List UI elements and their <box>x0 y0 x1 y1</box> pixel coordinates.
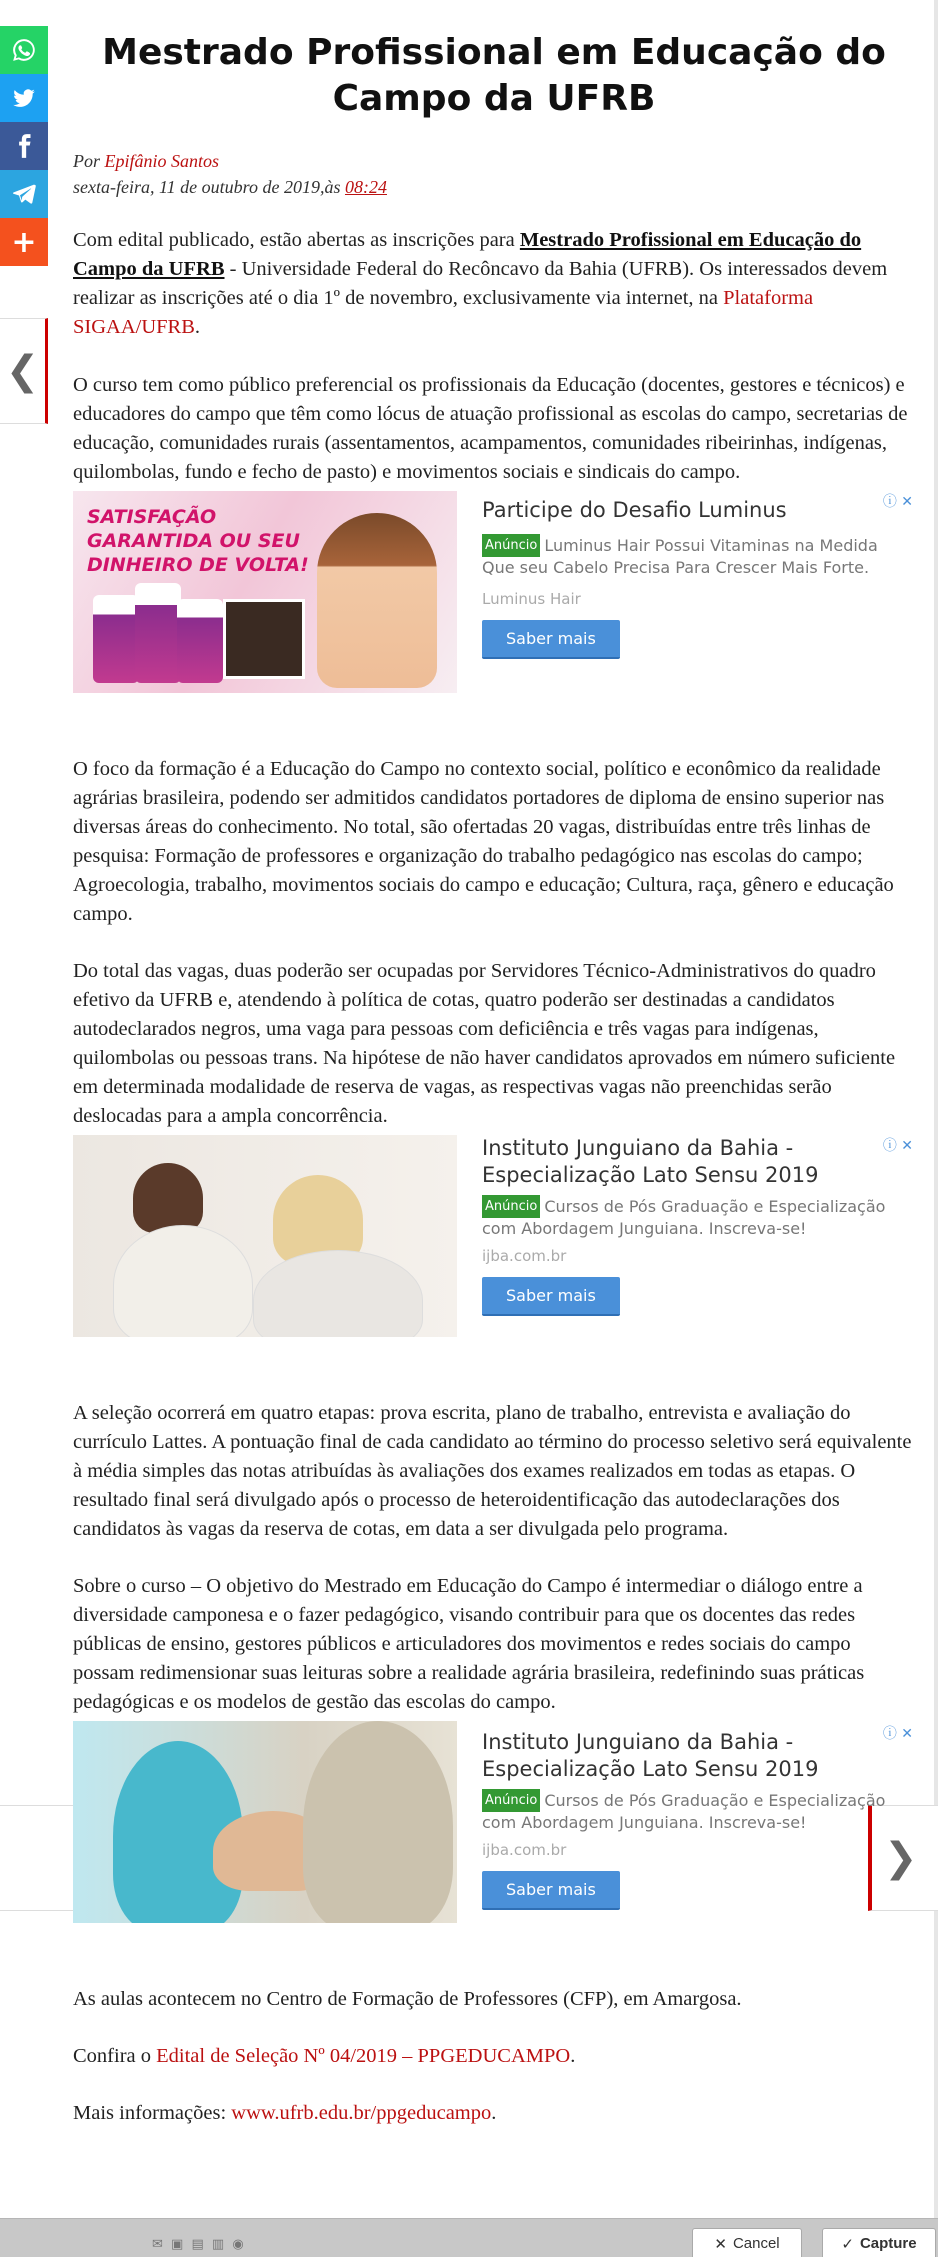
ad-badge: Anúncio <box>482 1195 540 1218</box>
share-whatsapp-button[interactable] <box>0 26 48 74</box>
photo-person-head <box>133 1163 203 1233</box>
paragraph-focus: O foco da formação é a Educação do Campo no contexto social, político e econômico da realidade agrárias brasileira, podendo ser admitidos candidatos portadores de diploma de ensino superior nas diversas áreas do conhecimento. No total, são ofertadas 20 vagas, distribuídas entre três linhas de pesquisa: Formação de professores e organização do trabalho pedagógico nas escolas do campo; Agroecologia, trabalho, movimentos sociais do campo e educação; Cultura, raça, gênero e educação campo. <box>73 758 894 925</box>
share-telegram-button[interactable] <box>0 170 48 218</box>
twitter-icon <box>11 85 37 111</box>
cancel-label: Cancel <box>732 2235 780 2252</box>
product-bottle <box>93 595 139 683</box>
cancel-button[interactable] <box>692 2228 802 2257</box>
chevron-left-icon: ❮ <box>5 348 40 394</box>
ad-unit[interactable] <box>73 1135 915 1337</box>
author-line <box>73 148 915 174</box>
ad-text <box>457 1721 915 1923</box>
ad-badge: Anúncio <box>482 534 540 557</box>
ad-cta-button[interactable]: Saber mais <box>482 1871 620 1910</box>
chevron-right-icon: ❯ <box>884 1835 918 1881</box>
course-name-link[interactable]: Mestrado Profissional em Educação do Campo da UFRB <box>73 229 862 280</box>
ad-image[interactable] <box>73 491 457 693</box>
product-bottle <box>177 599 223 683</box>
author-link[interactable]: Epifânio Santos <box>104 151 220 171</box>
ad-unit[interactable] <box>73 1721 915 1923</box>
date-line <box>73 174 915 200</box>
capture-button[interactable] <box>822 2228 936 2257</box>
by-label: Por <box>73 151 100 171</box>
capture-toolbar <box>0 2218 938 2257</box>
pinterest-icon[interactable]: ◉ <box>232 2237 246 2252</box>
share-more-button[interactable] <box>0 218 48 266</box>
product-bottle <box>135 583 181 683</box>
paragraph-selection: A seleção ocorrerá em quatro etapas: prova escrita, plano de trabalho, entrevista e avaliação do currículo Lattes. A pontuação final de cada candidato ao término do processo seletivo será equivalente à média simples das notas atribuídas às avaliações dos exames realizados em todas as etapas. O resultado final será divulgado após o processo de heteroidentificação das autodeclarações dos candidatos às vagas da reserva de cotas, em data a ser divulgada pelo programa. <box>73 1402 912 1540</box>
photo-person-body <box>253 1250 423 1337</box>
ad-unit[interactable] <box>73 491 915 693</box>
ad-title[interactable]: Participe do Desafio Luminus <box>482 498 787 522</box>
ad-cta-button[interactable]: Saber mais <box>482 620 620 659</box>
check-icon: ✓ <box>841 2235 854 2253</box>
email-icon[interactable]: ✉ <box>152 2237 165 2252</box>
article-meta <box>73 148 915 200</box>
blog-icon[interactable]: ▣ <box>171 2237 186 2252</box>
facebook-icon <box>11 133 37 159</box>
paragraph-about-course: Sobre o curso – O objetivo do Mestrado em Educação do Campo é intermediar o diálogo entre a diversidade camponesa e o fazer pedagógico, visando contribuir para que os docentes das redes públicas de ensino, gestores públicos e articuladores dos movimentos e redes sociais do campo possam redimensionar suas leituras sobre a realidade agrária brasileira, redefinindo suas práticas pedagógicas e os modelos de gestão das escolas do campo. <box>73 1575 865 1713</box>
social-share-bar <box>0 26 48 266</box>
ad-cta-button[interactable]: Saber mais <box>482 1277 620 1316</box>
ad-badge: Anúncio <box>482 1789 540 1812</box>
previous-post-arrow[interactable] <box>0 318 48 424</box>
sigaa-platform-link[interactable]: Plataforma SIGAA/UFRB <box>73 287 814 338</box>
post-share-icons <box>152 2237 246 2252</box>
share-facebook-button[interactable] <box>0 122 48 170</box>
ad-choices-icon[interactable]: ⓘ ✕ <box>882 1726 913 1742</box>
paragraph-vacancies: Do total das vagas, duas poderão ser ocupadas por Servidores Técnico-Administrativos do quadro efetivo da UFRB e, atendendo à política de cotas, quatro poderão ser destinadas a candidatos autodeclarados negros, uma vaga para pessoas com deficiência e três vagas para indígenas, quilombolas ou pessoas trans. Na hipótese de não haver candidatos aprovados em número suficiente em determinada modalidade de reserva de vagas, as respectivas vagas não preenchidas serão deslocadas para a ampla concorrência. <box>73 960 896 1127</box>
before-after-photo <box>223 599 305 679</box>
paragraph-edital <box>73 2042 915 2071</box>
ad-description <box>482 1195 915 1239</box>
ad-image[interactable] <box>73 1135 457 1337</box>
ad-domain: ijba.com.br <box>482 1841 567 1859</box>
photo-person-body <box>113 1225 253 1337</box>
ad-description <box>482 1789 915 1833</box>
facebook-icon[interactable]: ▥ <box>211 2237 227 2252</box>
photo-person-body <box>303 1721 453 1923</box>
text-span: . <box>194 316 201 338</box>
ad-title[interactable]: Instituto Junguiano da Bahia - Especialização Lato Sensu 2019 <box>482 1730 819 1781</box>
paragraph-more-info <box>73 2099 915 2128</box>
article-title: Mestrado Profissional em Educação do Campo da UFRB <box>102 32 886 119</box>
text-span: Com edital publicado, estão abertas as inscrições para <box>73 229 520 251</box>
ad-text <box>457 491 915 693</box>
paragraph-classes: As aulas acontecem no Centro de Formação de Professores (CFP), em Amargosa. <box>73 1988 742 2010</box>
ad-title[interactable]: Instituto Junguiano da Bahia - Especialização Lato Sensu 2019 <box>482 1136 819 1187</box>
ad-description-text: Luminus Hair Possui Vitaminas na Medida Que seu Cabelo Precisa Para Crescer Mais Forte. <box>482 536 878 577</box>
post-date: sexta-feira, 11 de outubro de 2019,às <box>73 177 341 197</box>
paragraph-intro <box>73 226 915 342</box>
ad-choices-icon[interactable]: ⓘ ✕ <box>882 494 913 510</box>
text-span: . <box>491 2102 497 2124</box>
share-twitter-button[interactable] <box>0 74 48 122</box>
ad-description <box>482 534 915 578</box>
text-span: . <box>570 2045 576 2067</box>
ad-description-text: Cursos de Pós Graduação e Especialização com Abordagem Junguiana. Inscreva-se! <box>482 1791 886 1832</box>
telegram-icon <box>11 181 37 207</box>
ad-text <box>457 1135 915 1337</box>
edital-link[interactable]: Edital de Seleção Nº 04/2019 – PPGEDUCAMPO <box>156 2045 571 2067</box>
model-photo <box>317 513 437 688</box>
paragraph-audience: O curso tem como público preferencial os profissionais da Educação (docentes, gestores e técnicos) e educadores do campo que têm como lócus de atuação profissional as escolas do campo, secretarias de educação, comunidades rurais (assentamentos, acampamentos, comunidades ribeirinhas, indígenas, quilombolas, fundo e fecho de pasto) e movimentos sociais e sindicais do campo. <box>73 374 908 483</box>
program-website-link[interactable]: www.ufrb.edu.br/ppgeducampo <box>231 2102 492 2124</box>
post-time-link[interactable]: 08:24 <box>344 177 387 197</box>
twitter-icon[interactable]: ▤ <box>191 2237 206 2252</box>
text-span: Confira o <box>73 2045 157 2067</box>
ad-image-slogan: SATISFAÇÃO GARANTIDA OU SEU DINHEIRO DE VOLTA! <box>87 506 309 576</box>
article <box>73 30 915 2128</box>
ad-domain: Luminus Hair <box>482 590 581 608</box>
close-icon: ✕ <box>714 2235 727 2253</box>
ad-domain: ijba.com.br <box>482 1247 567 1265</box>
text-span: - Universidade Federal do Recôncavo da Bahia (UFRB). Os interessados devem realizar as inscrições até o dia 1º de novembro, exclusivamente via internet, na <box>73 258 888 309</box>
plus-icon: + <box>11 224 37 260</box>
ad-choices-icon[interactable]: ⓘ ✕ <box>882 1138 913 1154</box>
capture-label: Capture <box>859 2235 917 2252</box>
whatsapp-icon <box>11 37 37 63</box>
ad-image[interactable] <box>73 1721 457 1923</box>
ad-description-text: Cursos de Pós Graduação e Especialização com Abordagem Junguiana. Inscreva-se! <box>482 1197 886 1238</box>
text-span: Mais informações: <box>73 2102 232 2124</box>
